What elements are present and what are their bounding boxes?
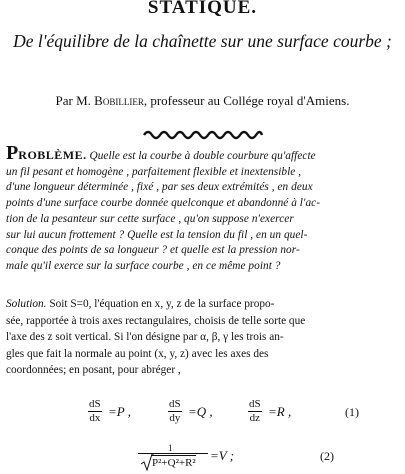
equation-number: (1) [345, 405, 359, 419]
solution-line: gles que fait la normale au point (x, y, z) avec les axes des [6, 347, 269, 360]
fraction-ds-dz: $\frac{dS}{dz}$ [249, 398, 261, 424]
section-title: STATIQUE. [147, 0, 258, 18]
byline [6, 93, 399, 109]
equation-rhs: =R , [268, 404, 292, 419]
problem-line: male qu'il exerce sur la surface courbe , en ce même point ? [6, 259, 281, 272]
drop-cap: P [6, 142, 19, 164]
problem-line: tion de la pesanteur sur cette surface , qu'on suppose n'exercer [6, 212, 294, 225]
author-name: Bobillier [94, 93, 144, 108]
equation-number: (2) [320, 449, 334, 463]
problem-line: conque des points de sa longueur ? et quelle est la pression nor- [6, 244, 300, 257]
equation-2 [130, 443, 360, 473]
problem-line: points d'une surface courbe donnée quelconque et abandonné à l'ac- [6, 197, 321, 210]
equation-numerator: 1 [168, 443, 173, 453]
equation-rhs: =Q , [188, 404, 213, 419]
solution-text [6, 296, 402, 379]
equation-1 [88, 398, 388, 432]
equation-radicand: P²+Q²+R² [152, 457, 196, 469]
fraction-ds-dx: $\frac{dS}{dx}$ [89, 398, 101, 424]
fraction-ds-dy: $\frac{dS}{dy}$ [169, 398, 181, 424]
solution-line: sée, rapportée à trois axes rectangulaires, choisis de telle sorte que [6, 314, 306, 327]
problem-line: d'une longueur déterminée , fixé , par ses deux extrémités , en deux [6, 181, 313, 194]
problem-line: un fil pesant et homogène , parfaitement flexible et inextensible , [6, 165, 302, 178]
solution-label: Solution. [6, 298, 47, 310]
solution-line: l'axe des z soit vertical. Si l'on désigne par α, β, γ les trois an- [6, 331, 284, 344]
equation-rhs: =P , [108, 404, 131, 419]
problem-heading: ROBLÈME. [18, 148, 87, 162]
article-subtitle: De l'équilibre de la chaînette sur une surface courbe ; [13, 31, 392, 51]
equation-rhs: =V ; [210, 448, 235, 463]
solution-line: coordonnées; en posant, pour abréger , [6, 364, 181, 377]
byline-suffix: , professeur au Collége royal d'Amiens. [143, 93, 350, 108]
problem-line: sur lui aucun frottement ? Quelle est la tension du fil , en un quel- [6, 228, 308, 241]
wavy-ornament-divider [142, 129, 264, 141]
solution-line: Solution. Soit S=0, l'équation en x, y, z de la surface propo- [6, 298, 275, 310]
byline-prefix: Par M. [55, 93, 91, 108]
problem-line: PROBLÈME. Quelle est la courbe à double courbure qu'affecte [6, 142, 316, 164]
problem-statement [6, 142, 402, 275]
